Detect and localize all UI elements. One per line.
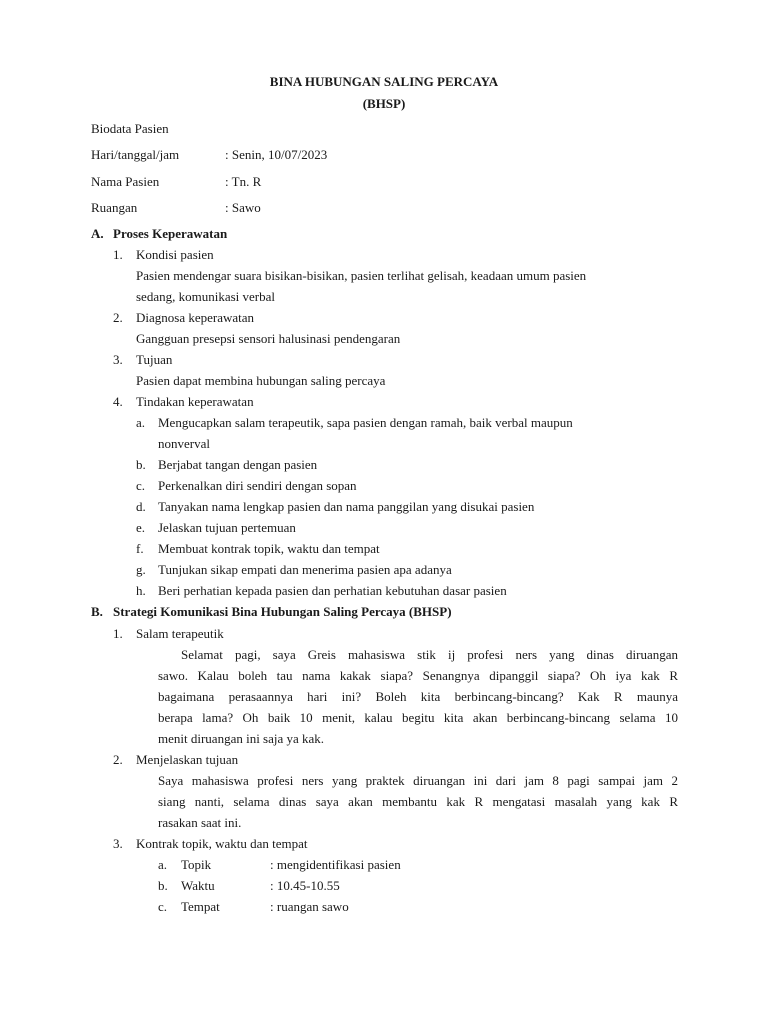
biodata-label-room: Ruangan xyxy=(91,200,138,215)
biodata-label-date: Hari/tanggal/jam xyxy=(91,147,180,162)
subitem-letter: a. xyxy=(136,415,146,430)
subitem-letter: g. xyxy=(136,562,146,577)
section-a-item-title: Kondisi pasien xyxy=(136,247,214,262)
section-b-item-title: Kontrak topik, waktu dan tempat xyxy=(136,836,308,851)
subitem-text: Tunjukan sikap empati dan menerima pasien apa adanya xyxy=(158,562,452,577)
section-a-item-title: Tujuan xyxy=(136,352,173,367)
section-a-item-text: sedang, komunikasi verbal xyxy=(136,289,275,304)
paragraph-line: menit diruangan ini saja ya kak. xyxy=(158,731,325,746)
subitem-text: Beri perhatian kepada pasien dan perhatian kebutuhan dasar pasien xyxy=(158,583,507,598)
paragraph-line: Saya mahasiswa profesi ners yang praktek diruangan ini dari jam 8 pagi sampai jam 2 xyxy=(158,773,678,788)
section-b-title: Strategi Komunikasi Bina Hubungan Saling Percaya (BHSP) xyxy=(113,604,452,619)
section-b-item-title: Menjelaskan tujuan xyxy=(136,752,239,767)
contract-label-place: Tempat xyxy=(181,899,220,914)
paragraph-line: Selamat pagi, saya Greis mahasiswa stik ij profesi ners yang dinas diruangan xyxy=(181,647,678,662)
subitem-text: nonverval xyxy=(158,436,210,451)
subitem-text: Tanyakan nama lengkap pasien dan nama panggilan yang disukai pasien xyxy=(158,499,535,514)
section-a-item-text: Pasien mendengar suara bisikan-bisikan, pasien terlihat gelisah, keadaan umum pasien xyxy=(136,268,587,283)
document-subtitle: (BHSP) xyxy=(362,96,406,111)
subitem-letter: h. xyxy=(136,583,146,598)
section-b-marker: B. xyxy=(91,604,103,619)
paragraph-line: rasakan saat ini. xyxy=(158,815,242,830)
section-a-item-title: Tindakan keperawatan xyxy=(136,394,254,409)
section-a-item-number: 2. xyxy=(113,310,123,325)
section-b-item-number: 2. xyxy=(113,752,123,767)
section-b-item-number: 1. xyxy=(113,626,123,641)
paragraph-line: berapa lama? Oh baik 10 menit, kalau begitu kita akan berbincang-bincang selama 10 xyxy=(158,710,678,725)
section-a-item-text: Pasien dapat membina hubungan saling percaya xyxy=(136,373,386,388)
document-title: BINA HUBUNGAN SALING PERCAYA xyxy=(269,74,499,89)
subitem-letter: e. xyxy=(136,520,146,535)
contract-label-topic: Topik xyxy=(181,857,212,872)
subitem-text: Jelaskan tujuan pertemuan xyxy=(158,520,296,535)
subitem-text: Membuat kontrak topik, waktu dan tempat xyxy=(158,541,380,556)
section-a-item-text: Gangguan presepsi sensori halusinasi pendengaran xyxy=(136,331,401,346)
paragraph-line: bagaimana perasaannya hari ini? Boleh kita berbincang-bincang? Kak R maunya xyxy=(158,689,678,704)
subitem-letter: b. xyxy=(158,878,168,893)
subitem-letter: d. xyxy=(136,499,146,514)
section-a-item-title: Diagnosa keperawatan xyxy=(136,310,255,325)
subitem-letter: c. xyxy=(158,899,168,914)
section-a-marker: A. xyxy=(91,226,104,241)
subitem-letter: b. xyxy=(136,457,146,472)
subitem-letter: f. xyxy=(136,541,144,556)
contract-value-place: : ruangan sawo xyxy=(270,899,349,914)
section-a-item-number: 1. xyxy=(113,247,123,262)
contract-value-time: : 10.45-10.55 xyxy=(270,878,340,893)
biodata-heading: Biodata Pasien xyxy=(91,121,169,136)
section-a-item-number: 4. xyxy=(113,394,123,409)
subitem-text: Mengucapkan salam terapeutik, sapa pasien dengan ramah, baik verbal maupun xyxy=(158,415,573,430)
paragraph-line: siang nanti, selama dinas saya akan membantu kak R mengatasi masalah yang kak R xyxy=(158,794,678,809)
subitem-letter: c. xyxy=(136,478,146,493)
biodata-value-name: : Tn. R xyxy=(225,174,262,189)
section-a-title: Proses Keperawatan xyxy=(113,226,228,241)
biodata-label-name: Nama Pasien xyxy=(91,174,160,189)
contract-value-topic: : mengidentifikasi pasien xyxy=(270,857,401,872)
subitem-text: Berjabat tangan dengan pasien xyxy=(158,457,318,472)
biodata-value-room: : Sawo xyxy=(225,200,261,215)
paragraph-line: sawo. Kalau boleh tau nama kakak siapa? Senangnya dipanggil siapa? Oh iya kak R xyxy=(158,668,678,683)
section-a-item-number: 3. xyxy=(113,352,123,367)
subitem-letter: a. xyxy=(158,857,168,872)
section-b-item-title: Salam terapeutik xyxy=(136,626,224,641)
contract-label-time: Waktu xyxy=(181,878,215,893)
subitem-text: Perkenalkan diri sendiri dengan sopan xyxy=(158,478,357,493)
biodata-value-date: : Senin, 10/07/2023 xyxy=(225,147,328,162)
section-b-item-number: 3. xyxy=(113,836,123,851)
